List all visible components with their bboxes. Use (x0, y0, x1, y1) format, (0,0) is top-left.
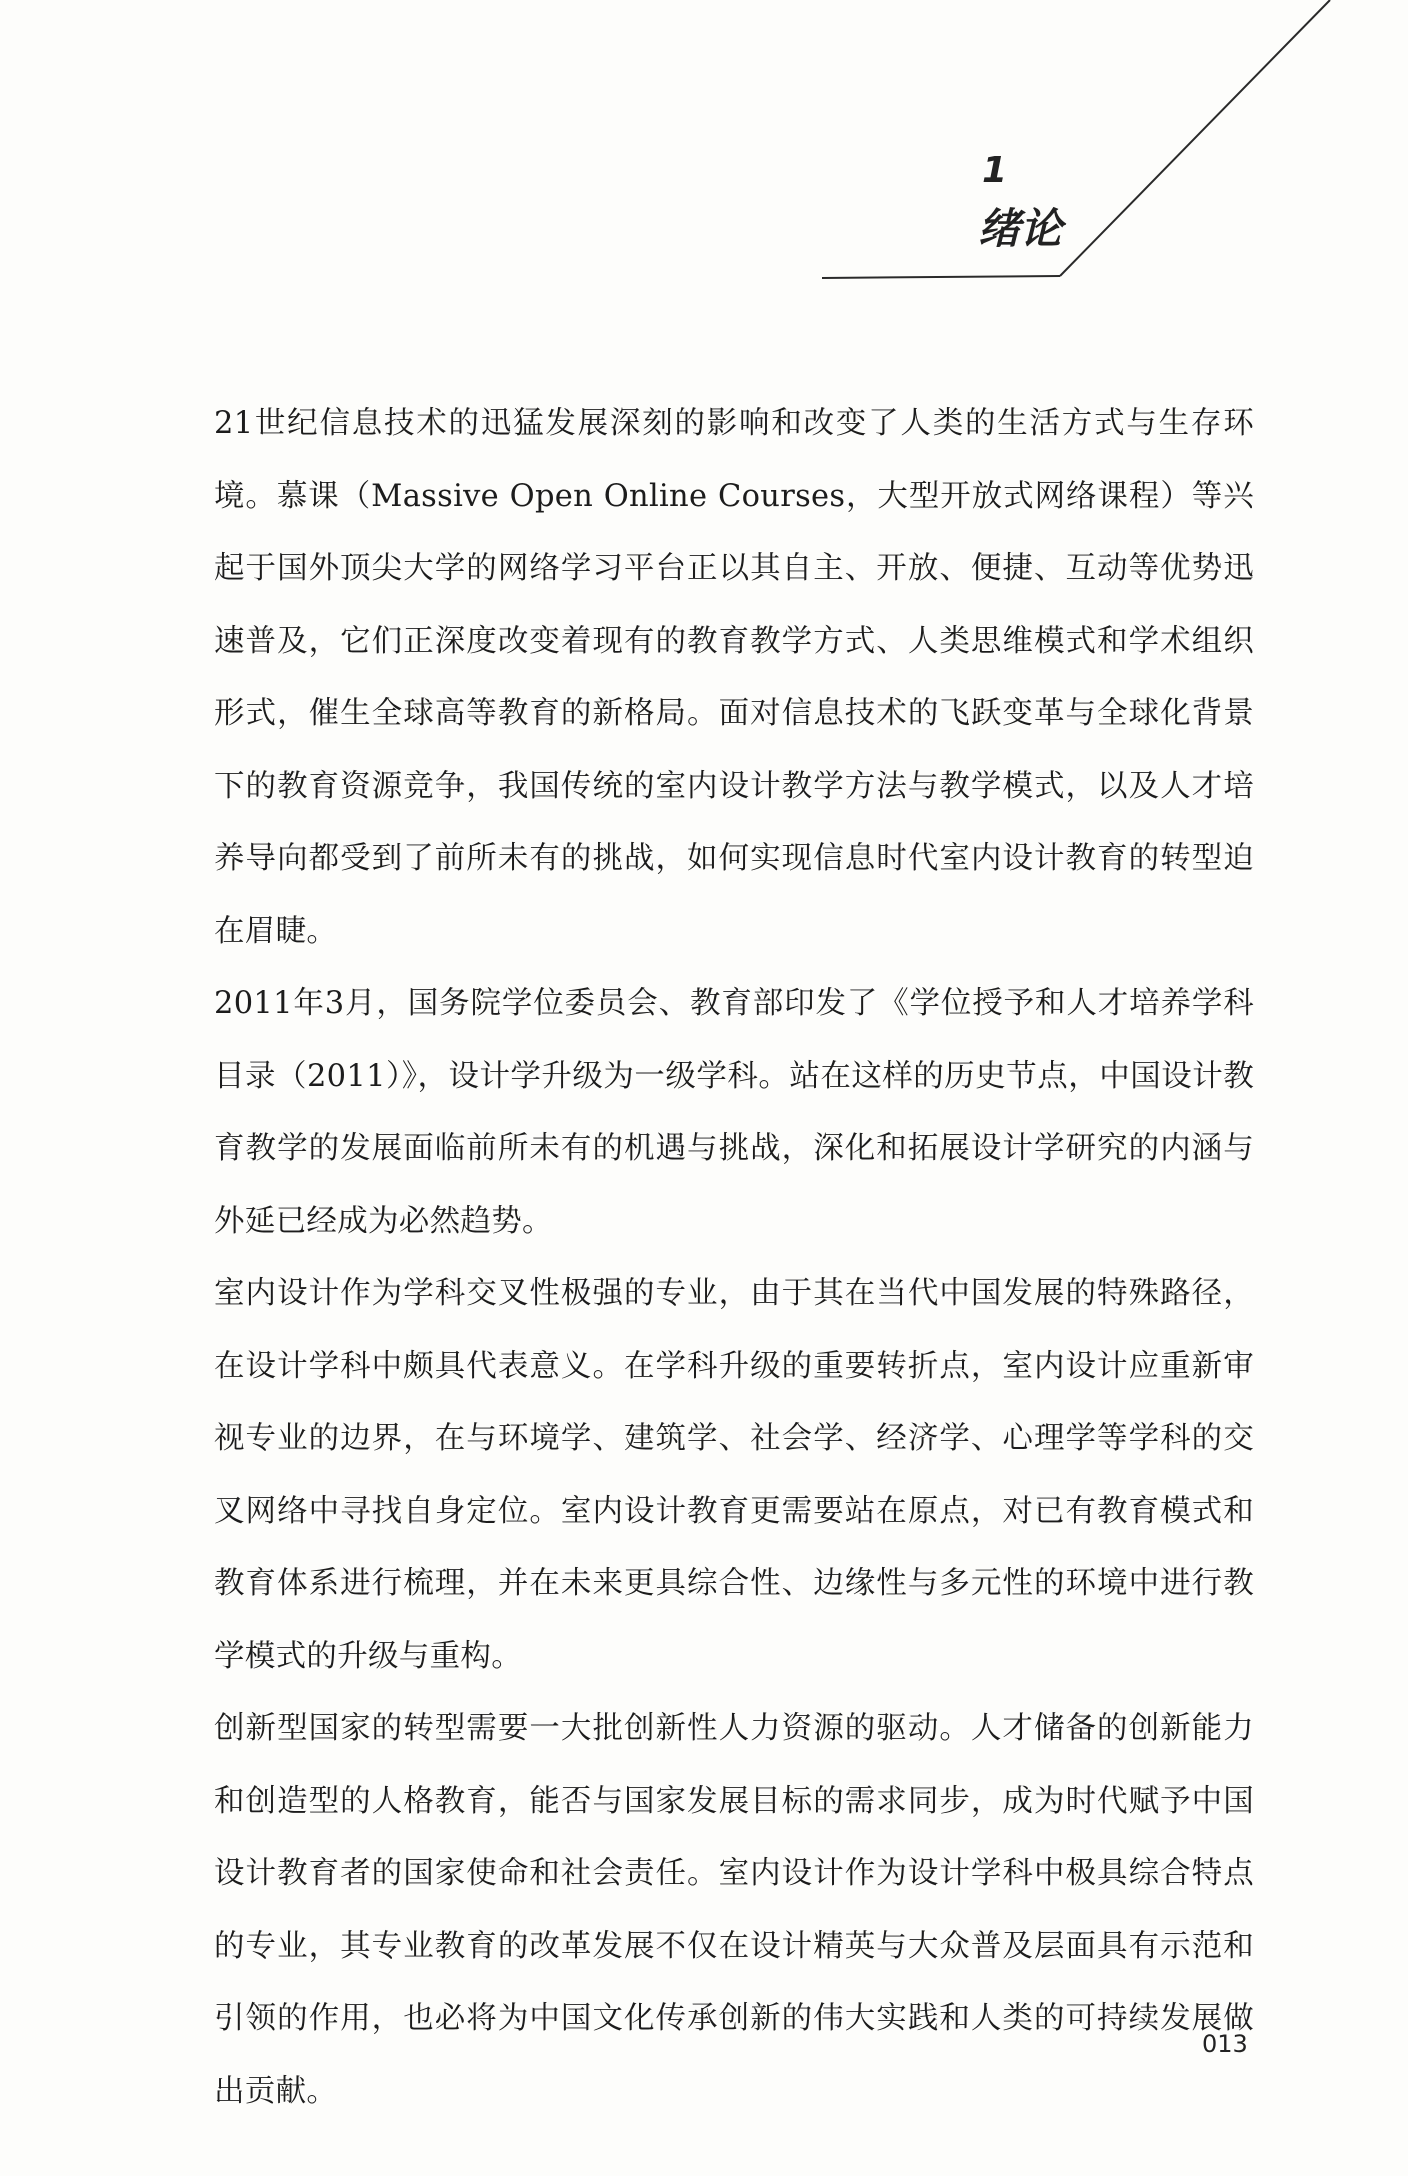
chapter-header-rule (0, 0, 1408, 300)
paragraph-4: 创新型国家的转型需要一大批创新性人力资源的驱动。人才储备的创新能力和创造型的人格教育，能否与国家发展目标的需求同步，成为时代赋予中国设计教育者的国家使命和社会责任。室内设计作为设计学科中极具综合特点的专业，其专业教育的改革发展不仅在设计精英与大众普及层面具有示范和引领的作用，也必将为中国文化传承创新的伟大实践和人类的可持续发展做出贡献。 (214, 1711, 1254, 2109)
paragraph-1: 21世纪信息技术的迅猛发展深刻的影响和改变了人类的生活方式与生存环境。慕课（Massive Open Online Courses，大型开放式网络课程）等兴起于国外顶尖大学的网络学习平台正以其自主、开放、便捷、互动等优势迅速普及，它们正深度改变着现有的教育教学方式、人类思维模式和学术组织形式，催生全球高等教育的新格局。面对信息技术的飞跃变革与全球化背景下的教育资源竞争，我国传统的室内设计教学方法与教学模式，以及人才培养导向都受到了前所未有的挑战，如何实现信息时代室内设计教育的转型迫在眉睫。 (214, 406, 1254, 949)
paragraph-3: 室内设计作为学科交叉性极强的专业，由于其在当代中国发展的特殊路径，在设计学科中颇具代表意义。在学科升级的重要转折点，室内设计应重新审视专业的边界，在与环境学、建筑学、社会学、经济学、心理学等学科的交叉网络中寻找自身定位。室内设计教育更需要站在原点，对已有教育模式和教育体系进行梳理，并在未来更具综合性、边缘性与多元性的环境中进行教学模式的升级与重构。 (214, 1276, 1254, 1674)
paragraph-2: 2011年3月，国务院学位委员会、教育部印发了《学位授予和人才培养学科目录（2011）》，设计学升级为一级学科。站在这样的历史节点，中国设计教育教学的发展面临前所未有的机遇与挑战，深化和拓展设计学研究的内涵与外延已经成为必然趋势。 (214, 986, 1254, 1239)
chapter-number: 1 (982, 150, 1008, 191)
chapter-body (214, 388, 1254, 2128)
page-number: 013 (1202, 2030, 1248, 2058)
chapter-title: 绪论 (978, 204, 1063, 253)
